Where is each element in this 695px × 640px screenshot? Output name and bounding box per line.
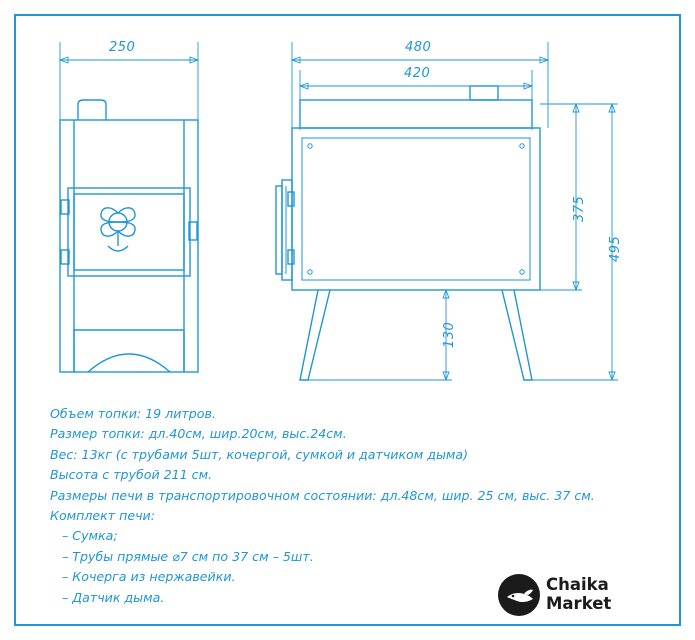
damper-rosette — [101, 208, 135, 251]
spec-line-item: – Сумка; — [62, 528, 118, 544]
spec-line: Объем топки: 19 литров. — [50, 406, 216, 421]
spec-line: Вес: 13кг (с трубами 5шт, кочергой, сумкой и датчиком дыма) — [50, 446, 469, 462]
spec-line-item: – Датчик дыма. — [62, 589, 165, 605]
dimension-side-length-outer: 480 — [405, 40, 432, 55]
brand-name-line1: Chaika — [546, 575, 609, 594]
dimension-body-height: 375 — [572, 195, 587, 222]
dimension-total-height: 495 — [608, 235, 623, 262]
front-view-geometry — [60, 42, 198, 372]
spec-line: Высота с трубой 211 см. — [50, 467, 213, 483]
spec-line-item: – Трубы прямые ⌀7 см по 37 см – 5шт. — [62, 548, 314, 564]
spec-line-item: – Кочерга из нержавейки. — [62, 569, 236, 585]
brand-name-line2: Market — [546, 594, 612, 613]
brand-name — [546, 575, 611, 613]
dimension-legs-height: 130 — [442, 321, 457, 348]
spec-line: Размеры печи в транспортировочном состоянии: дл.48см, шир. 25 см, выс. 37 см. — [50, 487, 595, 503]
whale-icon — [498, 574, 540, 616]
brand-logo — [498, 572, 668, 618]
spec-line: Размер топки: дл.40см, шир.20см, выс.24см. — [50, 426, 347, 442]
spec-line: Комплект печи: — [50, 508, 155, 524]
dimension-side-length-inner: 420 — [404, 66, 431, 81]
dimension-front-width: 250 — [109, 40, 136, 55]
